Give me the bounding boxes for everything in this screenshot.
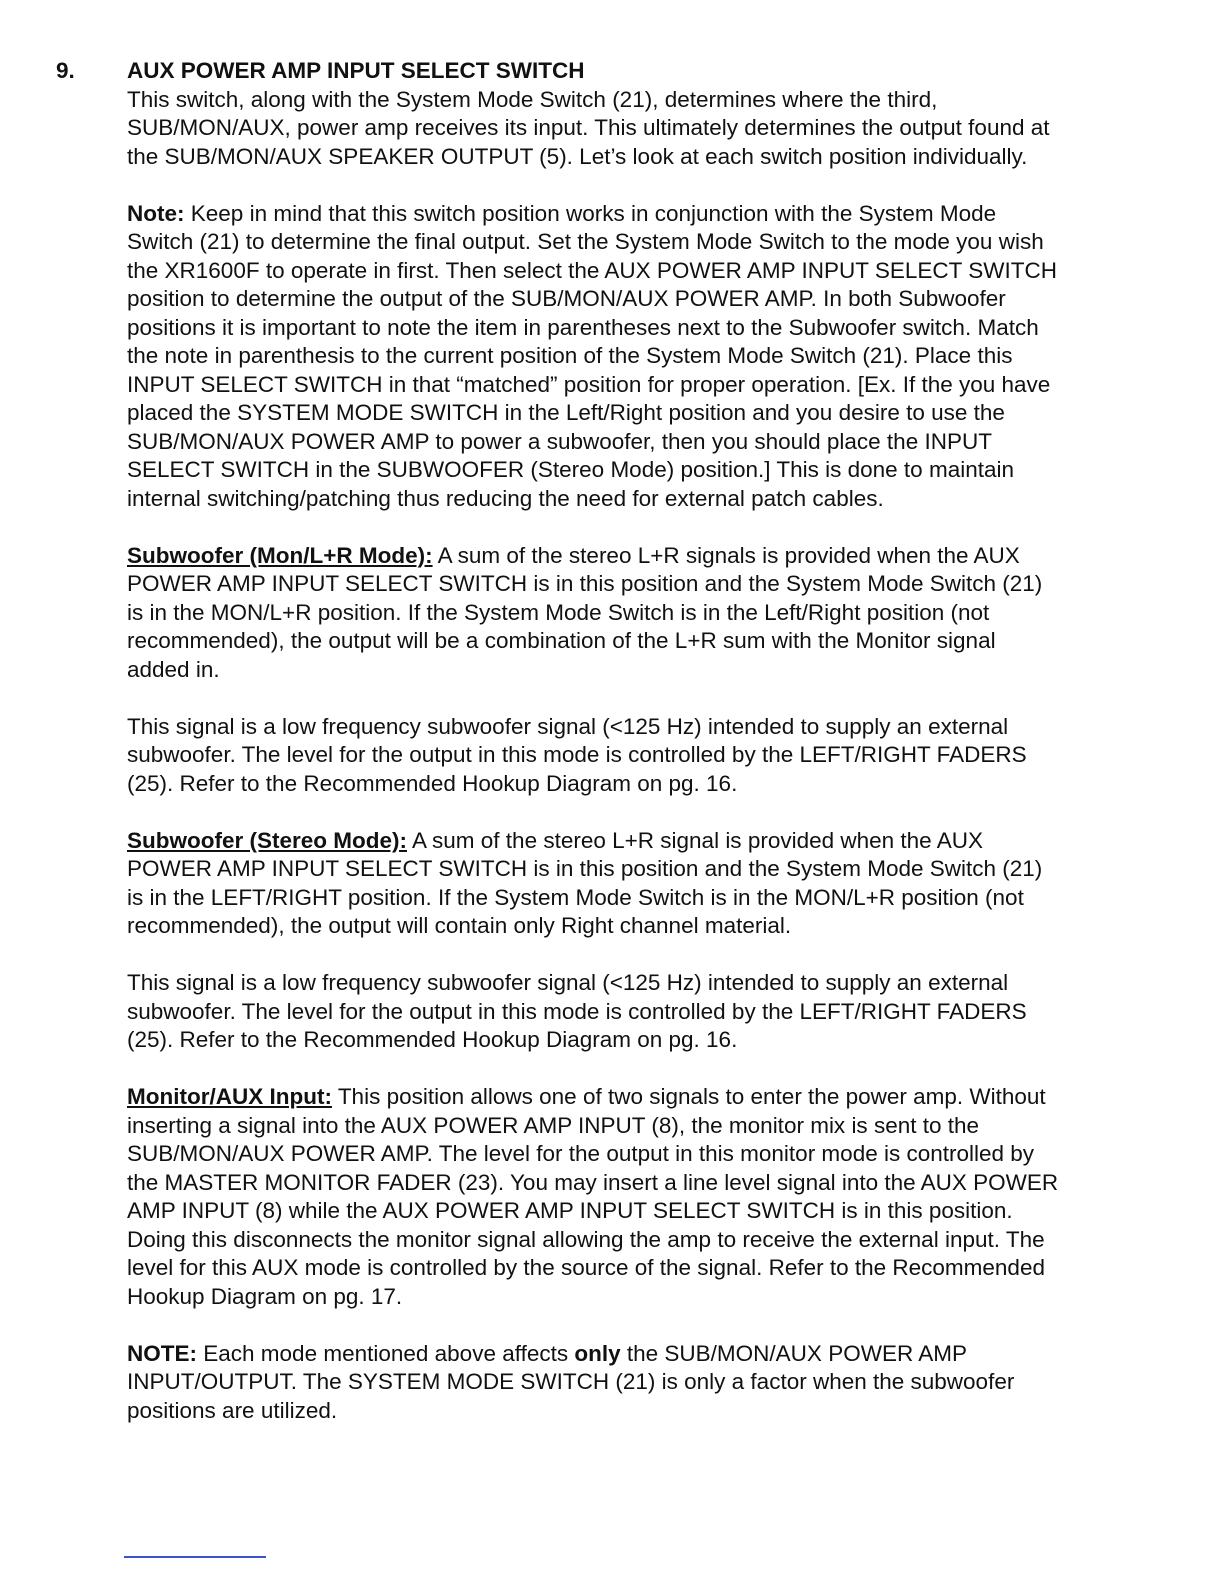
- note-line: positions it is important to note the item in parentheses next to the Subwoofer switch. Match: [127, 314, 1039, 340]
- note-line: position to determine the output of the SUB/MON/AUX POWER AMP. In both Subwoofer: [127, 286, 1006, 311]
- final-note-text-b: the SUB/MON/AUX POWER AMP: [626, 1340, 967, 1366]
- note-label: Note:: [127, 200, 185, 226]
- intro-line: This switch, along with the System Mode Switch (21), determines where the third,: [127, 86, 938, 112]
- subwoofer-stereo-heading: Subwoofer (Stereo Mode):: [127, 827, 407, 853]
- note-paragraph: [127, 200, 1137, 514]
- monitor-aux-line: inserting a signal into the AUX POWER AMP INPUT (8), the monitor mix is sent to the: [127, 1112, 980, 1138]
- note-line: Switch (21) to determine the final output. Set the System Mode Switch to the mode you wish: [127, 229, 1044, 254]
- subwoofer-mono-signal-paragraph: [127, 713, 1137, 799]
- subwoofer-stereo-line: is in the LEFT/RIGHT position. If the System Mode Switch is in the MON/L+R position (not: [127, 884, 1024, 910]
- final-note-paragraph: [127, 1340, 1137, 1426]
- paragraph-gap: [127, 1311, 1137, 1340]
- subwoofer-mono-paragraph: [127, 542, 1137, 685]
- intro-line: SUB/MON/AUX, power amp receives its input. This ultimately determines the output found at: [127, 115, 1050, 140]
- subwoofer-mono-first-line: A sum of the stereo L+R signals is provided when the AUX: [437, 542, 1020, 568]
- note-line: placed the SYSTEM MODE SWITCH in the Left/Right position and you desire to use the: [127, 400, 1005, 425]
- paragraph-gap: [127, 1055, 1137, 1084]
- subwoofer-stereo-signal-paragraph: [127, 969, 1137, 1055]
- signal-line: (25). Refer to the Recommended Hookup Diagram on pg. 16.: [127, 770, 738, 796]
- final-note-line: INPUT/OUTPUT. The SYSTEM MODE SWITCH (21) is only a factor when the subwoofer: [127, 1369, 1015, 1394]
- subwoofer-mono-heading: Subwoofer (Mon/L+R Mode):: [127, 542, 433, 568]
- note-line: SUB/MON/AUX POWER AMP to power a subwoofer, then you should place the INPUT: [127, 428, 992, 454]
- monitor-aux-first-line: This position allows one of two signals to enter the power amp. Without: [337, 1084, 1046, 1109]
- monitor-aux-line: Doing this disconnects the monitor signal allowing the amp to receive the external input. The: [127, 1226, 1045, 1252]
- paragraph-gap: [127, 941, 1137, 970]
- monitor-aux-paragraph: [127, 1083, 1137, 1311]
- section-title: AUX POWER AMP INPUT SELECT SWITCH: [127, 58, 585, 83]
- note-line: INPUT SELECT SWITCH in that “matched” position for proper operation. [Ex. If the you have: [127, 371, 1051, 397]
- note-line: the XR1600F to operate in first. Then select the AUX POWER AMP INPUT SELECT SWITCH: [127, 257, 1057, 283]
- note-line: SELECT SWITCH in the SUBWOOFER (Stereo Mode) position.] This is done to maintain: [127, 457, 1014, 482]
- signal-line: This signal is a low frequency subwoofer signal (<125 Hz) intended to supply an external: [127, 970, 1009, 995]
- final-note-label: NOTE:: [127, 1340, 197, 1366]
- final-note-line: positions are utilized.: [127, 1397, 338, 1423]
- monitor-aux-line: AMP INPUT (8) while the AUX POWER AMP INPUT SELECT SWITCH is in this position.: [127, 1198, 1013, 1223]
- note-line: the note in parenthesis to the current position of the System Mode Switch (21). Place this: [127, 343, 1013, 368]
- paragraph-gap: [127, 171, 1137, 200]
- note-first-line: Keep in mind that this switch position works in conjunction with the System Mode: [190, 200, 997, 226]
- footer-rule: [124, 1556, 266, 1558]
- subwoofer-mono-line: is in the MON/L+R position. If the System Mode Switch is in the Left/Right position (not: [127, 599, 990, 625]
- final-note-text-a: Each mode mentioned above affects: [203, 1340, 569, 1366]
- section-number: 9.: [56, 58, 75, 83]
- subwoofer-stereo-paragraph: [127, 827, 1137, 941]
- monitor-aux-line: SUB/MON/AUX POWER AMP. The level for the output in this monitor mode is controlled by: [127, 1141, 1035, 1166]
- paragraph-gap: [127, 798, 1137, 827]
- subwoofer-stereo-line: recommended), the output will contain only Right channel material.: [127, 913, 792, 938]
- signal-line: subwoofer. The level for the output in this mode is controlled by the LEFT/RIGHT FADERS: [127, 998, 1027, 1024]
- subwoofer-mono-line: recommended), the output will be a combination of the L+R sum with the Monitor signal: [127, 628, 996, 653]
- intro-line: the SUB/MON/AUX SPEAKER OUTPUT (5). Let’s look at each switch position individually.: [127, 143, 1028, 169]
- final-note-emphasis: only: [574, 1340, 621, 1366]
- monitor-aux-line: the MASTER MONITOR FADER (23). You may insert a line level signal into the AUX POWER: [127, 1169, 1059, 1195]
- signal-line: (25). Refer to the Recommended Hookup Diagram on pg. 16.: [127, 1027, 738, 1052]
- subwoofer-mono-line: POWER AMP INPUT SELECT SWITCH is in this position and the System Mode Switch (21): [127, 571, 1043, 596]
- intro-paragraph: [127, 86, 1137, 172]
- note-line: internal switching/patching thus reducing the need for external patch cables.: [127, 485, 884, 511]
- paragraph-gap: [127, 684, 1137, 713]
- paragraph-gap: [127, 513, 1137, 542]
- section-content: [127, 57, 1137, 1425]
- subwoofer-stereo-first-line: A sum of the stereo L+R signal is provided when the AUX: [412, 827, 983, 853]
- subwoofer-mono-line: added in.: [127, 656, 220, 682]
- monitor-aux-line: Hookup Diagram on pg. 17.: [127, 1283, 403, 1309]
- signal-line: This signal is a low frequency subwoofer signal (<125 Hz) intended to supply an external: [127, 713, 1009, 739]
- monitor-aux-heading: Monitor/AUX Input:: [127, 1084, 332, 1109]
- monitor-aux-line: level for this AUX mode is controlled by the source of the signal. Refer to the Recommended: [127, 1255, 1045, 1280]
- signal-line: subwoofer. The level for the output in this mode is controlled by the LEFT/RIGHT FADERS: [127, 742, 1027, 767]
- subwoofer-stereo-line: POWER AMP INPUT SELECT SWITCH is in this position and the System Mode Switch (21): [127, 856, 1043, 881]
